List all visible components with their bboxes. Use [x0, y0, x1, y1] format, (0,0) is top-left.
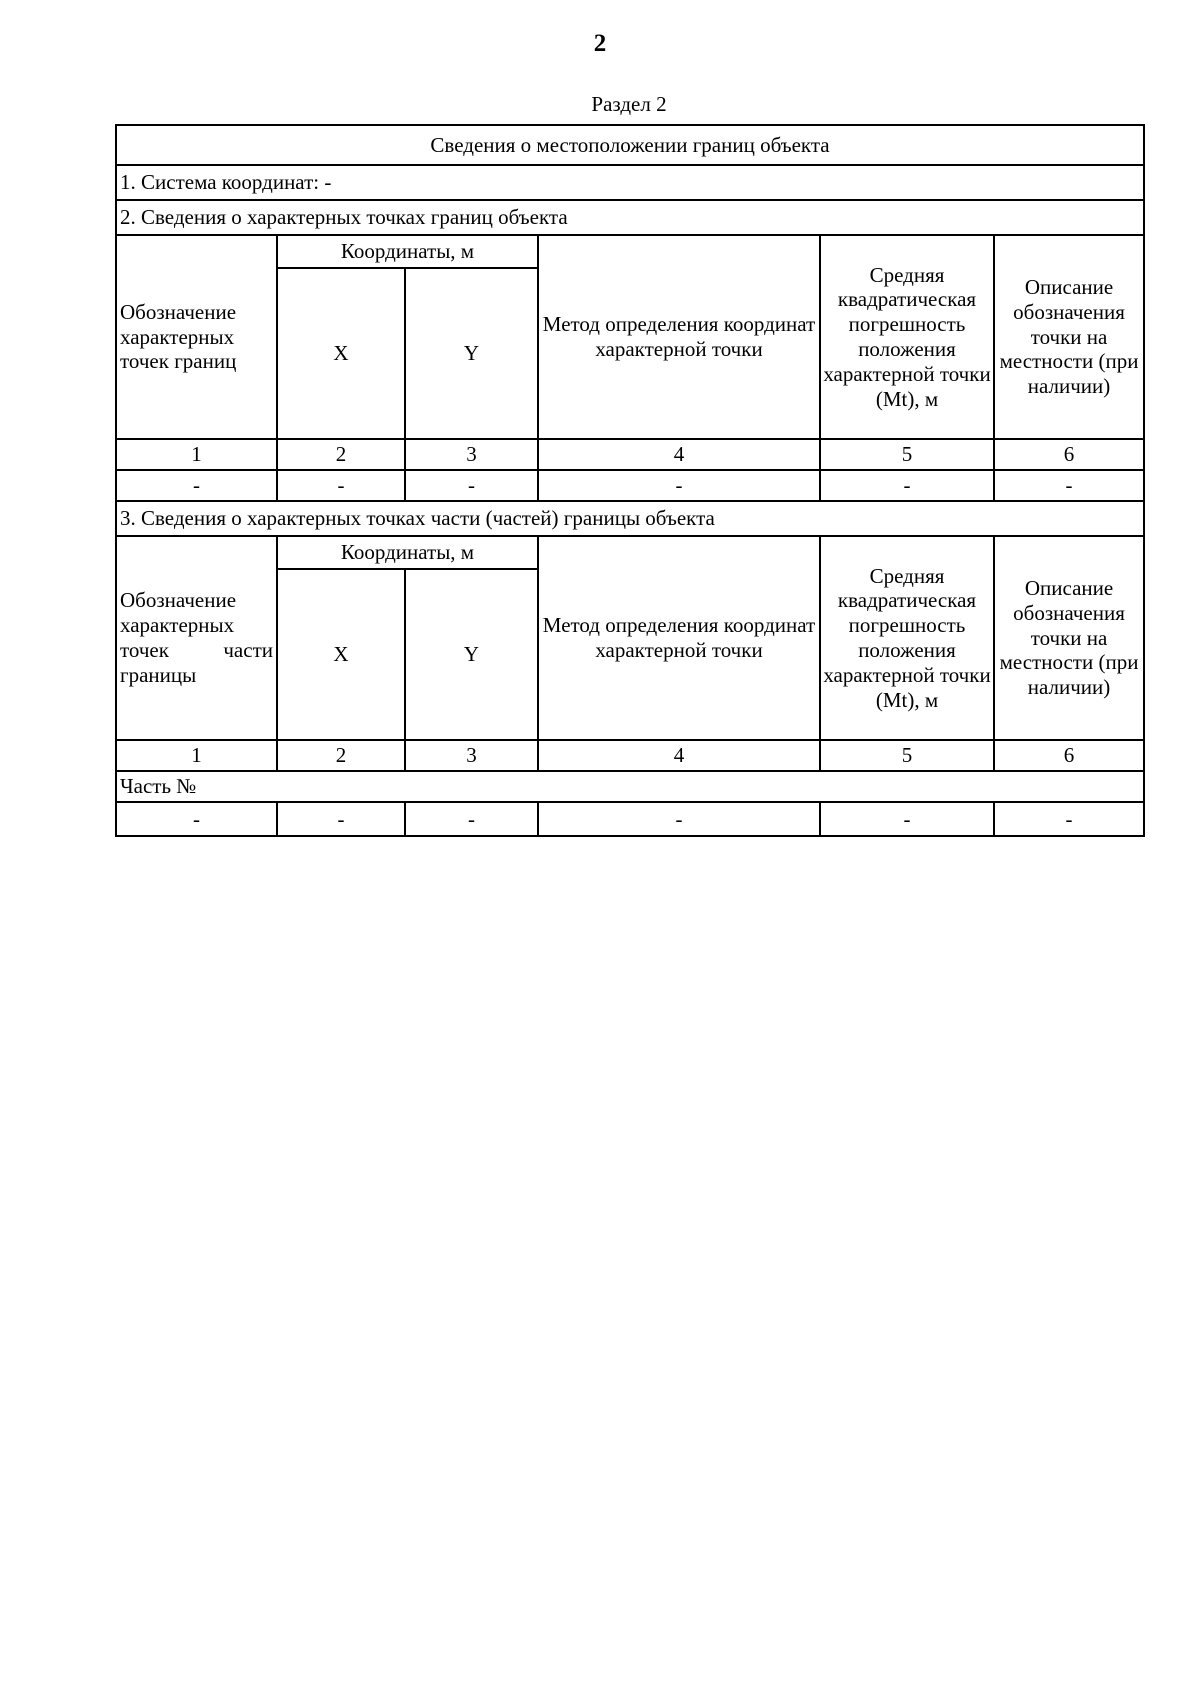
section2-col-method: Метод определения координат характерной точки — [538, 235, 820, 439]
table-cell: - — [994, 470, 1144, 501]
designation-line: Обозначение — [120, 588, 237, 613]
designation-line: характерных — [120, 613, 235, 638]
table-cell: - — [405, 802, 538, 836]
section2-colnum: 6 — [994, 439, 1144, 470]
table-row — [116, 802, 1144, 836]
table-cell: - — [116, 802, 277, 836]
table-cell: - — [405, 470, 538, 501]
section3-colnum: 1 — [116, 740, 277, 771]
section3-heading: 3. Сведения о характерных точках части (частей) границы объекта — [116, 501, 1144, 536]
section3-col-method: Метод определения координат характерной точки — [538, 536, 820, 740]
table-cell: - — [820, 802, 994, 836]
section3-col-y: Y — [405, 569, 538, 740]
section3-colnum: 3 — [405, 740, 538, 771]
table-cell: - — [277, 802, 405, 836]
table-row — [116, 470, 1144, 501]
table-title: Сведения о местоположении границ объекта — [116, 125, 1144, 165]
table-cell: - — [277, 470, 405, 501]
section3-colnum: 6 — [994, 740, 1144, 771]
section3-col-x: X — [277, 569, 405, 740]
table-cell: - — [116, 470, 277, 501]
table-cell: - — [538, 802, 820, 836]
section2-col-x: X — [277, 268, 405, 439]
table-cell: - — [820, 470, 994, 501]
designation-line: границы — [120, 662, 197, 687]
boundary-info-table — [115, 124, 1145, 837]
designation-word: части — [223, 638, 273, 662]
section3-col-description: Описание обозначения точки на местности (при наличии) — [994, 536, 1144, 740]
section2-heading: 2. Сведения о характерных точках границ объекта — [116, 200, 1144, 235]
section2-colnum: 2 — [277, 439, 405, 470]
section2-colnum: 3 — [405, 439, 538, 470]
designation-word: точек — [120, 638, 169, 662]
table-cell: - — [538, 470, 820, 501]
coordinate-system: 1. Система координат: - — [116, 165, 1144, 200]
section2-col-designation: Обозначение характерных точек границ — [116, 235, 277, 439]
section2-col-coords: Координаты, м — [277, 235, 538, 268]
section3-col-designation — [116, 536, 277, 740]
part-label: Часть № — [116, 771, 1144, 802]
section2-colnum: 5 — [820, 439, 994, 470]
section2-colnum: 4 — [538, 439, 820, 470]
section2-colnum: 1 — [116, 439, 277, 470]
section3-col-coords: Координаты, м — [277, 536, 538, 569]
section3-colnum: 5 — [820, 740, 994, 771]
page-number: 2 — [593, 30, 607, 57]
section3-col-error: Средняя квадратическая погрешность положения характерной точки (Mt), м — [820, 536, 994, 740]
section-label: Раздел 2 — [591, 92, 667, 116]
designation-line — [120, 638, 273, 663]
section2-col-description: Описание обозначения точки на местности (при наличии) — [994, 235, 1144, 439]
table-cell: - — [994, 802, 1144, 836]
section3-colnum: 2 — [277, 740, 405, 771]
section2-col-y: Y — [405, 268, 538, 439]
section3-colnum: 4 — [538, 740, 820, 771]
section2-col-error: Средняя квадратическая погрешность положения характерной точки (Mt), м — [820, 235, 994, 439]
